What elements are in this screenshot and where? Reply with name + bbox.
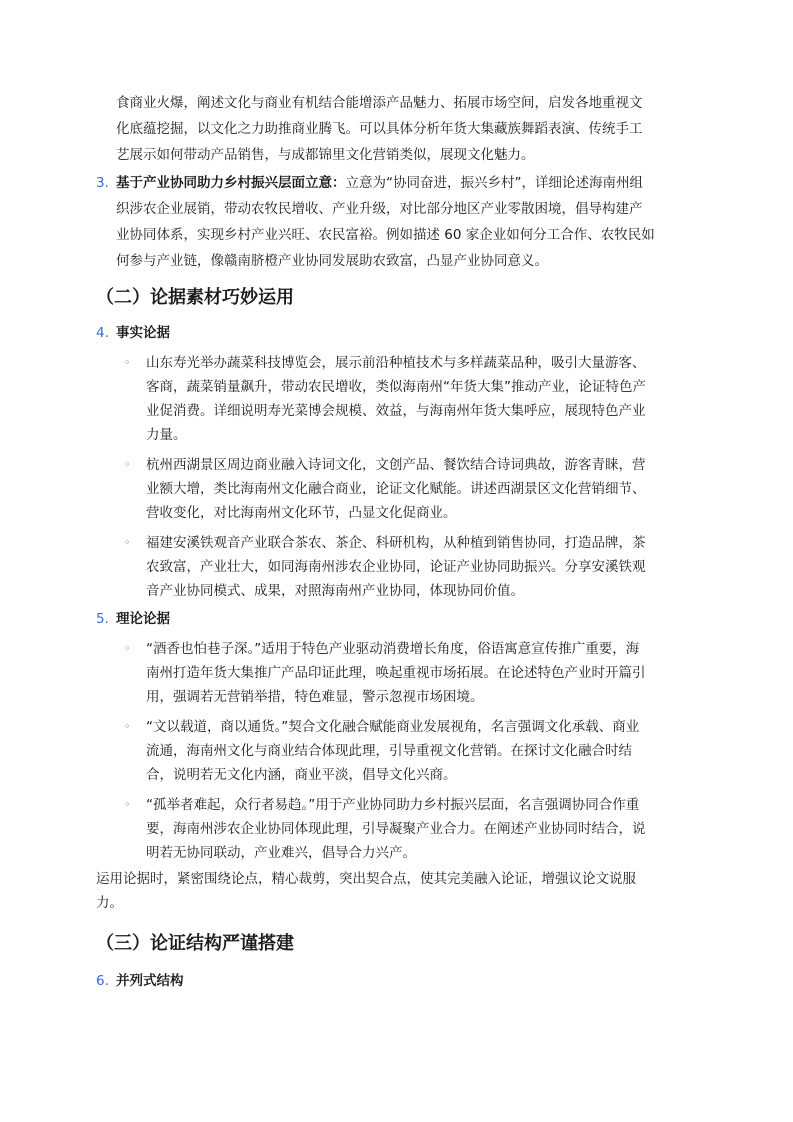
bullet-marker: ◦ — [124, 642, 131, 655]
item3-line-3: 业协同体系，实现乡村产业兴旺、农民富裕。例如描述 60 家企业如何分工合作、农牧民如 — [116, 227, 655, 243]
intro-line-2: 化底蕴挖掘，以文化之力助推商业腾飞。可以具体分析年货大集藏族舞蹈表演、传统手工 — [116, 121, 643, 137]
item5-b2-line-1: “文以载道，商以通货。”契合文化融合赋能商业发展视角，名言强调文化承载、商业 — [146, 719, 640, 735]
item3-heading: 基于产业协同助力乡村振兴层面立意： — [116, 175, 346, 191]
item4-b1-line-4: 力量。 — [146, 427, 187, 443]
item5-b3-line-3: 明若无协同联动，产业难兴，倡导合力兴产。 — [146, 845, 416, 861]
item5-b1-line-2: 南州打造年货大集推广产品印证此理，唤起重视市场拓展。在论述特色产业时开篇引 — [146, 665, 646, 681]
item5-b1-line-3: 用，强调若无营销举措，特色难显，警示忽视市场困境。 — [146, 689, 484, 705]
item4-b3-line-1: 福建安溪铁观音产业联合茶农、茶企、科研机构，从种植到销售协同，打造品牌，茶 — [146, 535, 646, 551]
item4-b1-line-3: 业促消费。详细说明寿光菜博会规模、效益，与海南州年货大集呼应，展现特色产业 — [146, 403, 646, 419]
bullet-marker: ◦ — [124, 536, 131, 549]
item4-heading: 事实论据 — [116, 325, 170, 341]
list-number-6: 6. — [96, 973, 109, 989]
intro-line-1: 食商业火爆，阐述文化与商业有机结合能增添产品魅力、拓展市场空间，启发各地重视文 — [116, 95, 643, 111]
item4-b2-line-3: 营收变化，对比海南州文化环节，凸显文化促商业。 — [146, 505, 457, 521]
item3-line-1 — [116, 170, 643, 196]
item4-b2-line-2: 业额大增，类比海南州文化融合商业，论证文化赋能。讲述西湖景区文化营销细节、 — [146, 481, 646, 497]
item5-b3-line-1: “孤举者难起，众行者易趋。”用于产业协同助力乡村振兴层面，名言强调协同合作重 — [146, 797, 640, 813]
item6-heading: 并列式结构 — [116, 973, 184, 989]
item5-heading: 理论论据 — [116, 611, 170, 627]
item5-b2-line-3: 合，说明若无文化内涵，商业平淡，倡导文化兴商。 — [146, 767, 457, 783]
section-heading-2: （二）论据素材巧妙运用 — [96, 287, 294, 308]
bullet-marker: ◦ — [124, 720, 131, 733]
item5-b3-line-2: 要，海南州涉农企业协同体现此理，引导凝聚产业合力。在阐述产业协同时结合，说 — [146, 821, 646, 837]
intro-line-3: 艺展示如何带动产品销售，与成都锦里文化营销类似，展现文化魅力。 — [116, 147, 535, 163]
bullet-marker: ◦ — [124, 798, 131, 811]
item4-b3-line-2: 农致富，产业壮大，如同海南州涉农企业协同，论证产业协同助振兴。分享安溪铁观 — [146, 559, 646, 575]
item5-b2-line-2: 流通，海南州文化与商业结合体现此理，引导重视文化营销。在探讨文化融合时结 — [146, 743, 632, 759]
item4-b3-line-3: 音产业协同模式、成果，对照海南州产业协同，体现协同价值。 — [146, 583, 524, 599]
item3-text-1: 立意为“协同奋进，振兴乡村”，详细论述海南州组 — [345, 175, 643, 191]
list-number-4: 4. — [96, 325, 109, 341]
item5-b1-line-1: “酒香也怕巷子深。”适用于特色产业驱动消费增长角度，俗语寓意宣传推广重要，海 — [146, 641, 640, 657]
section-heading-3: （三）论证结构严谨搭建 — [96, 933, 294, 954]
item3-line-4: 何参与产业链，像赣南脐橙产业协同发展助农致富，凸显产业协同意义。 — [116, 253, 548, 269]
item4-b1-line-1: 山东寿光举办蔬菜科技博览会，展示前沿种植技术与多样蔬菜品种，吸引大量游客、 — [146, 355, 646, 371]
bullet-marker: ◦ — [124, 458, 131, 471]
closing-line-2: 力。 — [96, 895, 123, 911]
item3-line-2: 织涉农企业展销，带动农牧民增收、产业升级，对比部分地区产业零散困境，倡导构建产 — [116, 201, 643, 217]
item4-b1-line-2: 客商，蔬菜销量飙升，带动农民增收，类似海南州“年货大集”推动产业，论证特色产 — [146, 379, 646, 395]
list-number-5: 5. — [96, 611, 109, 627]
list-number-3: 3. — [96, 175, 109, 191]
closing-line-1: 运用论据时，紧密围绕论点，精心裁剪，突出契合点，使其完美融入论证，增强议论文说服 — [96, 871, 636, 887]
bullet-marker: ◦ — [124, 356, 131, 369]
item4-b2-line-1: 杭州西湖景区周边商业融入诗词文化，文创产品、餐饮结合诗词典故，游客青睐，营 — [146, 457, 646, 473]
